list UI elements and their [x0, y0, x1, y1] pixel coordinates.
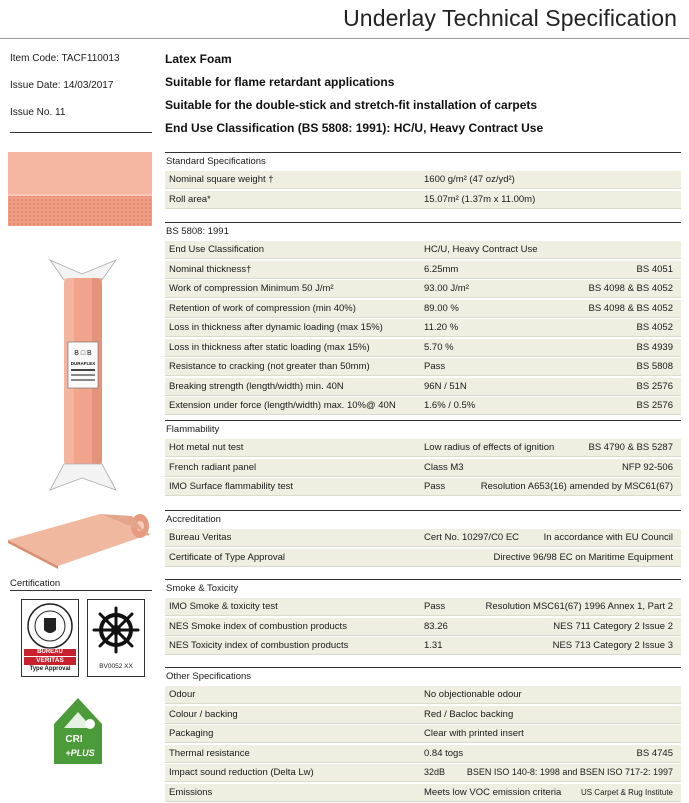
table-row	[165, 784, 681, 802]
section-accreditation	[165, 510, 681, 568]
section-standard	[165, 152, 681, 210]
value-text: Cert No. 10297/C0 EC	[424, 532, 520, 543]
row-value	[419, 191, 681, 208]
value-text: Red / Bacloc backing	[424, 708, 514, 720]
value-text: 93.00 J/m²	[424, 283, 469, 294]
headline-material: Latex Foam	[165, 52, 232, 66]
row-value	[419, 637, 681, 654]
table-row	[165, 764, 681, 782]
table-row	[165, 439, 681, 457]
headlines	[165, 52, 681, 144]
row-value	[419, 764, 681, 781]
certification-title: Certification	[10, 578, 61, 589]
table-row	[165, 459, 681, 477]
standard-text: BSEN ISO 140-8: 1998 and BSEN ISO 717-2: 1997	[466, 767, 673, 777]
standard-text: BS 4939	[636, 341, 673, 353]
meta-divider	[10, 132, 152, 133]
row-label: Loss in thickness after static loading (max 15%)	[169, 341, 370, 353]
bureau-veritas-badge	[21, 599, 79, 677]
value-text: Low radius of effects of ignition	[424, 442, 555, 453]
table-row	[165, 686, 681, 704]
section-other	[165, 667, 681, 803]
section-bs5808	[165, 222, 681, 417]
value-text: 15.07m² (1.37m x 11.00m)	[424, 193, 536, 205]
row-label: IMO Smoke & toxicity test	[169, 601, 278, 612]
table-row	[165, 549, 681, 567]
roll-label-product: DURAFLEX	[70, 361, 96, 366]
value-text: 11.20 %	[424, 322, 459, 333]
row-label: Breaking strength (length/width) min. 40N	[169, 380, 344, 392]
row-label: Odour	[169, 689, 196, 700]
row-label: Extension under force (length/width) max. 10%@ 40N	[169, 400, 396, 411]
value-text: 83.26	[424, 620, 448, 632]
row-value	[419, 745, 681, 762]
table-row	[165, 706, 681, 724]
table-row	[165, 261, 681, 279]
section-smoke	[165, 579, 681, 657]
standard-text: NFP 92-506	[621, 461, 673, 473]
standard-text: NES 713 Category 2 Issue 3	[552, 640, 673, 651]
row-value	[419, 549, 681, 566]
wheel-caption: BV0052 XX	[99, 663, 133, 670]
row-value	[419, 686, 681, 703]
row-label: Impact sound reduction (Delta Lw)	[169, 767, 314, 778]
standard-text: BS 4745	[636, 747, 673, 759]
issue-number: Issue No. 11	[10, 107, 66, 118]
row-label: French radiant panel	[169, 461, 257, 473]
row-value	[419, 261, 681, 278]
standard-text: In accordance with EU Council	[543, 532, 673, 543]
section-title: Smoke & Toxicity	[165, 579, 681, 598]
row-label: Certificate of Type Approval	[169, 551, 285, 563]
value-text: 1600 g/m² (47 oz/yd²)	[424, 174, 515, 185]
roll-package-image	[42, 256, 124, 494]
table-row	[165, 529, 681, 547]
row-value	[419, 598, 681, 615]
roll-label-brand: B □ B	[74, 350, 92, 357]
standard-text: Directive 96/98 EC on Maritime Equipment	[493, 551, 673, 563]
row-value	[419, 378, 681, 395]
section-title: BS 5808: 1991	[165, 222, 681, 241]
headline-classification: End Use Classification (BS 5808: 1991): HC/U, Heavy Contract Use	[165, 121, 544, 135]
cri-plus-text: +PLUS	[65, 748, 95, 758]
value-text: HC/U, Heavy Contract Use	[424, 244, 538, 255]
row-label: Work of compression Minimum 50 J/m²	[169, 283, 334, 294]
section-title: Other Specifications	[165, 667, 681, 686]
meta-panel	[10, 52, 152, 133]
bv-top-label: BUREAU	[24, 649, 76, 656]
value-text: 1.31	[424, 640, 443, 651]
row-value	[419, 358, 681, 375]
cri-green-label-plus-logo	[52, 694, 104, 766]
standard-text: BS 4098 & BS 4052	[588, 283, 673, 294]
row-label: Packaging	[169, 728, 214, 739]
row-value	[419, 725, 681, 742]
row-label: NES Smoke index of combustion products	[169, 620, 347, 632]
standard-text: US Carpet & Rug Institute	[580, 787, 673, 797]
table-row	[165, 618, 681, 636]
ship-wheel-icon	[88, 602, 144, 662]
issue-date: Issue Date: 14/03/2017	[10, 80, 114, 91]
row-value	[419, 706, 681, 723]
row-value	[419, 319, 681, 336]
row-label: Resistance to cracking (not greater than 50mm)	[169, 361, 370, 372]
row-label: Loss in thickness after dynamic loading (max 15%)	[169, 322, 383, 333]
unrolled-underlay-image	[8, 508, 152, 570]
table-row	[165, 319, 681, 337]
value-text: Pass	[424, 601, 446, 612]
bv-bottom-label: VERITAS	[24, 657, 76, 665]
table-row	[165, 300, 681, 318]
table-row	[165, 637, 681, 655]
value-text: Class M3	[424, 461, 464, 473]
row-label: Colour / backing	[169, 708, 238, 720]
row-value	[419, 784, 681, 801]
standard-text: BS 4051	[636, 263, 673, 275]
document-title: Underlay Technical Specification	[343, 5, 677, 31]
table-row	[165, 241, 681, 259]
table-row	[165, 191, 681, 209]
row-label: End Use Classification	[169, 244, 265, 255]
row-value	[419, 171, 681, 188]
standard-text: BS 4098 & BS 4052	[588, 302, 673, 314]
value-text: Meets low VOC emission criteria	[424, 786, 562, 798]
row-value	[419, 459, 681, 476]
value-text: 5.70 %	[424, 341, 454, 353]
standard-text: BS 2576	[636, 400, 673, 411]
bv-caption: Type Approval	[29, 666, 71, 672]
row-value	[419, 439, 681, 456]
certification-divider	[10, 590, 152, 591]
value-text: 32dB	[424, 767, 446, 777]
table-row	[165, 745, 681, 763]
row-value	[419, 618, 681, 635]
table-row	[165, 171, 681, 189]
section-title: Flammability	[165, 420, 681, 439]
value-text: No objectionable odour	[424, 689, 522, 700]
row-label: Emissions	[169, 786, 213, 798]
row-label: Thermal resistance	[169, 747, 250, 759]
table-row	[165, 478, 681, 496]
headline-flame: Suitable for flame retardant applications	[165, 75, 395, 89]
row-label: Hot metal nut test	[169, 442, 244, 453]
value-text: Pass	[424, 481, 446, 492]
row-value	[419, 529, 681, 546]
cri-text: CRI	[65, 734, 83, 745]
value-text: 96N / 51N	[424, 380, 467, 392]
table-row	[165, 378, 681, 396]
table-row	[165, 358, 681, 376]
value-text: Clear with printed insert	[424, 728, 524, 739]
standard-text: Resolution MSC61(67) 1996 Annex 1, Part 2	[485, 601, 673, 612]
row-value	[419, 397, 681, 414]
section-title: Accreditation	[165, 510, 681, 529]
section-flammability	[165, 420, 681, 498]
row-value	[419, 478, 681, 495]
standard-text: NES 711 Category 2 Issue 2	[553, 620, 673, 632]
row-label: Roll area*	[169, 193, 211, 205]
headline-install: Suitable for the double-stick and stretch-fit installation of carpets	[165, 98, 538, 112]
table-row	[165, 339, 681, 357]
value-text: Pass	[424, 361, 446, 372]
row-label: Retention of work of compression (min 40%)	[169, 302, 356, 314]
row-value	[419, 280, 681, 297]
row-value	[419, 339, 681, 356]
standard-text: BS 4052	[636, 322, 673, 333]
table-row	[165, 280, 681, 298]
row-label: Nominal thickness†	[169, 263, 252, 275]
table-row	[165, 725, 681, 743]
row-label: NES Toxicity index of combustion products	[169, 640, 349, 651]
title-divider	[0, 38, 689, 39]
value-text: 6.25mm	[424, 263, 459, 275]
standard-text: Resolution A653(16) amended by MSC61(67)	[480, 481, 673, 492]
standard-text: BS 4790 & BS 5287	[588, 442, 673, 453]
value-text: 1.6% / 0.5%	[424, 400, 476, 411]
value-text: 0.84 togs	[424, 747, 464, 759]
standard-text: BS 2576	[636, 380, 673, 392]
item-code: Item Code: TACF110013	[10, 53, 120, 64]
row-value	[419, 241, 681, 258]
section-title: Standard Specifications	[165, 152, 681, 171]
table-row	[165, 397, 681, 415]
table-row	[165, 598, 681, 616]
standard-text: BS 5808	[636, 361, 673, 372]
bureau-veritas-seal-icon	[22, 600, 78, 656]
row-label: Nominal square weight †	[169, 174, 274, 185]
row-value	[419, 300, 681, 317]
maritime-wheel-badge	[87, 599, 145, 677]
value-text: 89.00 %	[424, 302, 459, 314]
row-label: Bureau Veritas	[169, 532, 232, 543]
row-label: IMO Surface flammability test	[169, 481, 294, 492]
foam-sample-image	[8, 150, 152, 234]
